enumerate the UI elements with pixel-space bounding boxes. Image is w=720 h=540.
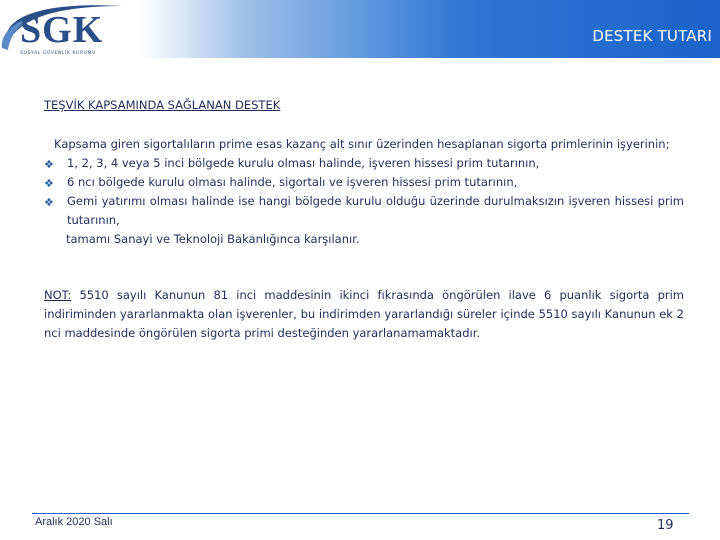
logo-text: SGK <box>20 9 104 51</box>
diamond-bullet-icon: ❖ <box>44 196 54 209</box>
diamond-bullet-icon: ❖ <box>44 177 54 190</box>
note-text: 5510 sayılı Kanunun 81 inci maddesinin ikinci fıkrasında öngörülen ilave 6 puanlık sigorta prim indiriminden yararlanmakta olan işverenler, bu indirimden yararlandığı süreler içinde 5510 sayılı Kanunun ek 2 nci maddesinde öngörülen sigorta primi desteğinden yararlanamamaktadır. <box>44 288 684 340</box>
slide-title: DESTEK TUTARI <box>592 27 712 45</box>
page-number: 19 <box>657 518 674 533</box>
list-item <box>44 192 684 230</box>
bullet-list <box>44 154 684 230</box>
slide-content <box>44 96 684 343</box>
slide-header <box>0 0 720 58</box>
note-label: NOT: <box>44 288 72 302</box>
diamond-bullet-icon: ❖ <box>44 158 54 171</box>
list-item <box>44 154 684 173</box>
list-item <box>44 173 684 192</box>
section-heading: TEŞVİK KAPSAMINDA SAĞLANAN DESTEK <box>44 98 281 112</box>
bullet-text: 6 ncı bölgede kurulu olması halinde, sigortalı ve işveren hissesi prim tutarının, <box>67 175 518 189</box>
note-paragraph <box>44 286 684 343</box>
footer-divider <box>32 513 689 514</box>
sgk-logo <box>0 0 160 62</box>
logo-subtitle: SOSYAL GÜVENLİK KURUMU <box>20 51 96 56</box>
summary-line: tamamı Sanayi ve Teknoloji Bakanlığınca karşılanır. <box>66 232 360 246</box>
bullet-text: 1, 2, 3, 4 veya 5 inci bölgede kurulu olması halinde, işveren hissesi prim tutarının, <box>67 156 540 170</box>
intro-paragraph: Kapsama giren sigortalıların prime esas kazanç alt sınır üzerinden hesaplanan sigorta primlerinin işyerinin; <box>54 137 670 151</box>
footer-date: Aralık 2020 Salı <box>35 516 113 528</box>
bullet-text: Gemi yatırımı olması halinde ise hangi bölgede kurulu olduğu üzerinde durulmaksızın işveren hissesi prim tutarının, <box>67 194 684 227</box>
